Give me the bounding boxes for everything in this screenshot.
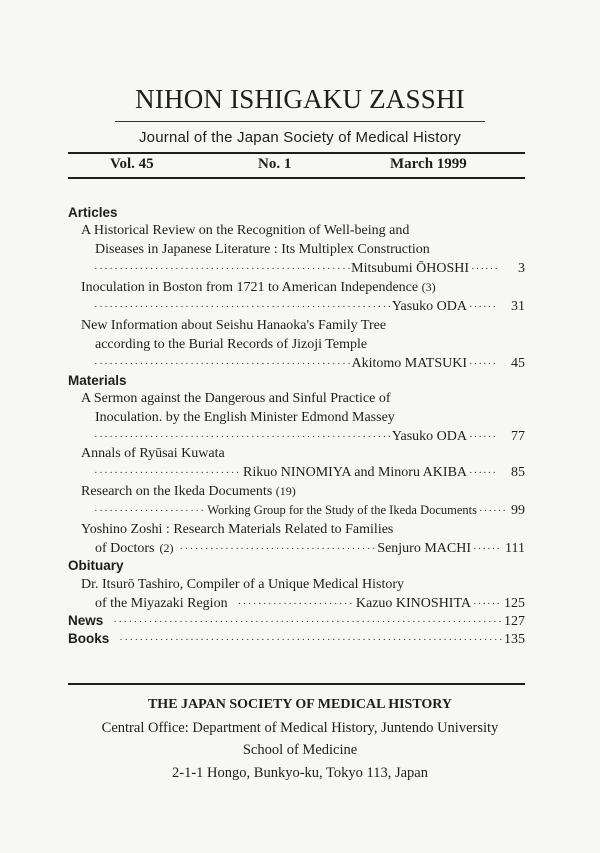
material-1-byline (93, 429, 525, 445)
leader-dots (94, 505, 206, 517)
leader-dots: ······ (471, 263, 499, 275)
footer-rule (68, 683, 525, 685)
journal-subtitle: Journal of the Japan Society of Medical History (138, 129, 462, 146)
article-3-author: Akitomo MATSUKI (351, 356, 468, 371)
material-1-author: Yasuko ODA (391, 429, 468, 444)
section-heading-materials: Materials (68, 373, 127, 388)
section-heading-articles: Articles (68, 205, 118, 220)
article-2-title (81, 280, 436, 296)
leader-dots (94, 467, 242, 479)
leader-dots: ······ (469, 431, 497, 443)
material-1-title-line1: A Sermon against the Dangerous and Sinful Practice of (81, 391, 391, 406)
address-line-1: Central Office: Department of Medical History, Juntendo University (101, 720, 499, 736)
material-4-author: Senjuro MACHI (377, 541, 472, 556)
leader-dots (113, 616, 502, 628)
issue-bar-bottom-rule (68, 177, 525, 179)
section-heading-obituary: Obituary (68, 558, 124, 573)
material-4-title-line1: Yoshino Zoshi : Research Materials Related to Families (81, 522, 394, 537)
material-4-byline (95, 541, 525, 557)
article-2-title-text: Inoculation in Boston from 1721 to American Independence (81, 280, 419, 295)
leader-dots (94, 301, 391, 313)
leader-dots (180, 543, 377, 555)
article-1-author: Mitsubumi ŌHOSHI (351, 261, 470, 276)
address-line-2: School of Medicine (242, 742, 358, 758)
leader-dots: ······ (473, 598, 501, 610)
material-3-page[interactable]: 99 (511, 503, 525, 518)
material-1-title-line2: Inoculation. by the English Minister Edmond Massey (95, 410, 395, 425)
books-label: Books (68, 631, 110, 646)
obituary-1-author: Kazuo KINOSHITA (355, 596, 472, 611)
article-2-byline (93, 299, 525, 315)
issue-bar (68, 156, 525, 176)
address-line-3: 2-1-1 Hongo, Bunkyo-ku, Tokyo 113, Japan (172, 765, 428, 781)
article-3-title-line1: New Information about Seishu Hanaoka's Family Tree (81, 318, 387, 333)
material-3-byline (93, 503, 525, 519)
news-page[interactable]: 127 (504, 614, 525, 629)
leader-dots: ······ (479, 505, 507, 517)
material-4-page[interactable]: 111 (505, 541, 525, 556)
material-3-title-text: Research on the Ikeda Documents (81, 484, 273, 499)
title-divider (115, 121, 485, 122)
material-2-page[interactable]: 85 (511, 465, 525, 480)
obituary-1-byline (95, 596, 525, 612)
leader-dots: ······ (469, 301, 497, 313)
material-2-title: Annals of Ryūsai Kuwata (81, 446, 225, 461)
journal-title: NIHON ISHIGAKU ZASSHI (135, 84, 465, 114)
news-label: News (68, 613, 104, 628)
volume-label: Vol. 45 (110, 156, 154, 172)
material-3-part: (19) (275, 484, 296, 498)
material-2-author: Rikuo NINOMIYA and Minoru AKIBA (243, 465, 468, 480)
article-1-byline (93, 261, 525, 277)
article-3-title-line2: according to the Burial Records of Jizoji Temple (95, 337, 368, 352)
material-3-author: Working Group for the Study of the Ikeda Documents (207, 503, 478, 517)
material-2-byline (93, 465, 525, 481)
leader-dots (119, 634, 502, 646)
leader-dots: ······ (469, 358, 497, 370)
books-page[interactable]: 135 (504, 632, 525, 647)
obituary-1-page[interactable]: 125 (504, 596, 525, 611)
books-row (68, 631, 525, 648)
article-3-byline (93, 356, 525, 372)
leader-dots (94, 263, 350, 275)
leader-dots: ······ (469, 467, 497, 479)
leader-dots (94, 358, 351, 370)
material-4-part: (2) (159, 541, 174, 555)
issue-date: March 1999 (390, 156, 467, 172)
obituary-1-title-line1: Dr. Itsurō Tashiro, Compiler of a Unique Medical History (81, 577, 405, 592)
article-2-part: (3) (421, 280, 436, 294)
article-2-author: Yasuko ODA (391, 299, 468, 314)
material-4-title-line2: of Doctors (95, 541, 155, 556)
material-1-page[interactable]: 77 (511, 429, 525, 444)
article-2-page[interactable]: 31 (511, 299, 525, 314)
leader-dots (238, 598, 355, 610)
material-3-title (81, 484, 296, 500)
article-1-title-line1: A Historical Review on the Recognition of Well-being and (81, 223, 410, 238)
society-name: THE JAPAN SOCIETY OF MEDICAL HISTORY (147, 697, 453, 712)
obituary-1-title-line2: of the Miyazaki Region (95, 596, 228, 611)
leader-dots: ······ (473, 543, 501, 555)
news-row (68, 613, 525, 630)
leader-dots (94, 431, 391, 443)
number-label: No. 1 (258, 156, 292, 172)
top-rule (68, 152, 525, 154)
article-1-title-line2: Diseases in Japanese Literature : Its Multiplex Construction (95, 242, 430, 257)
article-1-page[interactable]: 3 (518, 261, 525, 276)
article-3-page[interactable]: 45 (511, 356, 525, 371)
